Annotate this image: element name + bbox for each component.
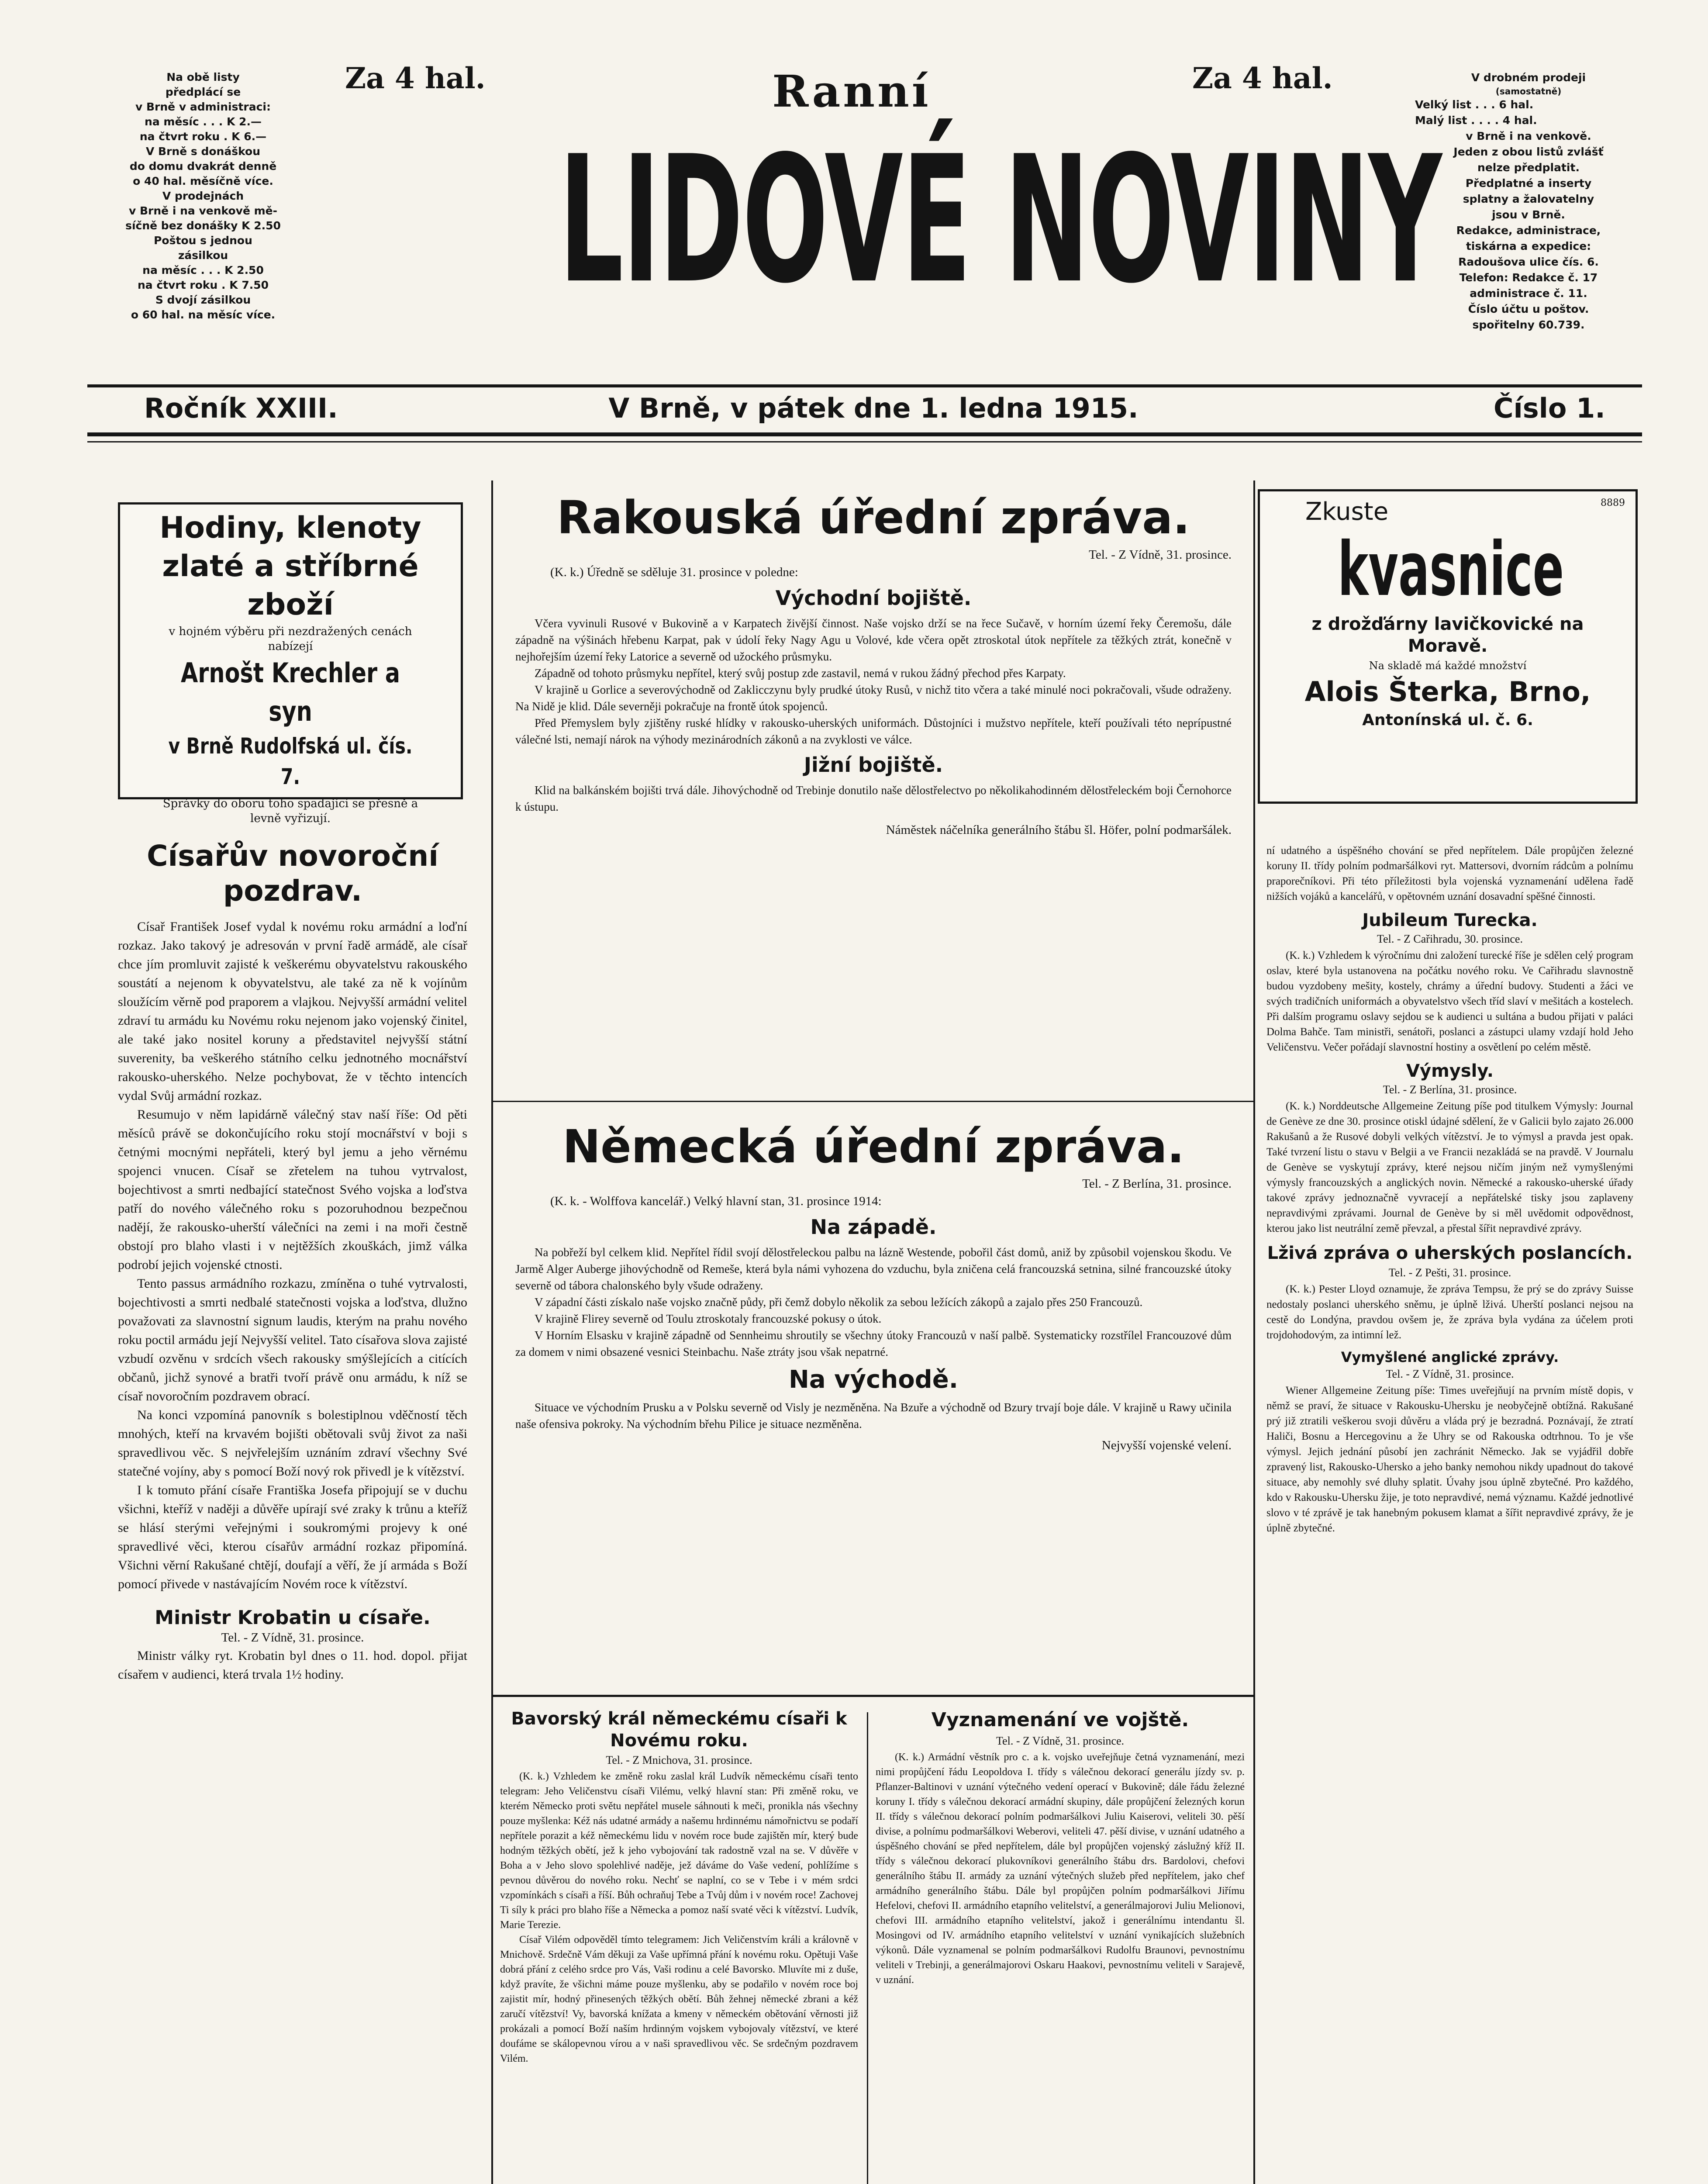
subscription-line: V Brně s donáškou — [145, 145, 261, 158]
article-emperor — [118, 839, 467, 1684]
emperor-paragraph: Tento passus armádního rozkazu, zmíněna o tuhé vytrvalosti, bojechtivosti a smrti nedbalé statečnosti vojska a loďstva, dlužno považovati za slavnostní signum laudis, kterým na prahu nového roku poctil armádu její Nejvyšší velitel. Tato císařova slova zajisté vzbudí ozvěnu v srdcích všech rakousky smýšlejících a citících občanů, jichž synové a bratři tvoří právě onu armádu, k níž se císař novoročním pozdravem obrací. — [118, 1276, 467, 1403]
english-reports-headline: Vymyšlené anglické zprávy. — [1341, 1349, 1559, 1365]
german-paragraph: Na pobřeží byl celkem klid. Nepřítel řídil svojí dělostřeleckou palbu na lázně Westende, pobořil část domů, aniž by způsobil vojenskou škodu. Ve Jarmě Alger Auberge jihovýchodně od Remeše, která byla námi vyhozena do vzduchu, byla zničena celá francouzská setnina, silné francouzské útoky severně od tábora chalonského byly všude odraženy. — [515, 1246, 1232, 1292]
sales-line: Telefon: Redakce č. 17 — [1459, 271, 1598, 284]
subscription-line: na čtvrt roku . K 7.50 — [137, 279, 269, 291]
austrian-paragraph: Včera vyvinuli Rusové v Bukovině a v Karpatech živější činnost. Naše vojsko drží se na řece Sučavě, v horním území řeky Čeremošu, dále západně na výšinách hřebenu Karpat, pak v údolí řeky Nagy Agu u Volové, kde včera opět ztroskotal útok nepřítele za těžkých ztrát, konečně v nejhořejším území řeky Latorice a severně od užockého průsmyku. — [515, 617, 1232, 663]
jubilee-meta: Tel. - Z Cařihradu, 30. prosince. — [1377, 933, 1523, 945]
awards-paragraph: (K. k.) Armádní věstník pro c. a k. vojsko uveřejňuje četná vyznamenání, mezi nimi propůjčení řádu Leopoldova I. třídy s válečnou dekorací generálu jízdy sv. p. Pflanzer-Baltinovi v uznání výtečného vedení operací v Bukovině; dále řádu železné koruny I. třídy s válečnou dekorací armádní skupiny, dále propůjčení železných korun II. třídy s válečnou dekorací polním podmaršálkovi Juliu Kaiserovi, veliteli 30. pěší divise, a polnímu podmaršálkovi Weberovi, veliteli 47. pěší divise, v uznání udatného a úspěšného chování se před nepřítelem, dále byl propůjčen vojenský záslužný kříž II. třídy s válečnou dekorací plukovníkovi generálního štábu drs. Bardolovi, chefovi generálního štábu II. armády za uznání výtečných služeb před nepřítelem, jako chef armádního generálního štábu. Dále byl propůjčen polním podmaršálkovi Jiřímu Hefelovi, chefovi II. armádního etapního velitelství, a generálmajorovi Juliu Melionovi, chefovi III. armádního etapního velitelství, jakož i generálnímu intendantu šl. Mosingovi od IV. armádního etapního velitelství v uznání vynikajících služebních výkonů. Dále vyznamenal se polním podmaršálkovi Rudolfu Braunovi, pevnostnímu veliteli v Trebinji, a generálmajorovi Oskaru Haakovi, pevnostnímu veliteli v Sarajevě, v uznání. — [876, 1752, 1245, 1986]
subscription-line: Poštou s jednou — [154, 234, 252, 247]
ad-yeast — [1258, 489, 1638, 804]
bavarian-meta: Tel. - Z Mnichova, 31. prosince. — [606, 1754, 752, 1766]
article-bavarian — [500, 1708, 858, 2066]
ad-yeast-num: 8889 — [1601, 498, 1625, 508]
german-west-heading: Na západě. — [810, 1215, 937, 1239]
ad-watches-line6: v Brně Rudolfská ul. čís. 7. — [168, 733, 413, 789]
ad-yeast-line3: z drožďárny lavičkovické na Moravě. — [1311, 614, 1584, 656]
sales-line: administrace č. 11. — [1470, 287, 1587, 300]
false-report-paragraph: (K. k.) Pester Lloyd oznamuje, že zpráva Tempsu, že prý se do zprávy Suisse nedostaly poslanci uherského sněmu, je úplně lživá. Uherští poslanci nejsou na cestě do Londýna, pravdou ovšem je, že zpráva byla vydána za účelem proti trojdohodovým, za intimní lež. — [1266, 1283, 1633, 1341]
column-rule — [491, 480, 493, 2184]
ad-yeast-line4: Na skladě má každé množství — [1369, 660, 1527, 672]
ad-watches-line4: v hojném výběru při nezdražených cenách nabízejí — [169, 625, 412, 653]
dateline: V Brně, v pátek dne 1. ledna 1915. — [608, 392, 1139, 424]
german-paragraph: V západní části získalo naše vojsko značně půdy, při čemž dobylo několik za sebou ležících zákopů a zajalo přes 250 Francouzů. — [535, 1296, 1143, 1309]
german-paragraph: Situace ve východním Prusku a v Polsku severně od Visly je nezměněna. Na Bzuře a východně od Bzury trvají boje dále. V krajině u Rawy učinila naše ofensiva pokroky. Na východním břehu Pilice je situace nezměněna. — [515, 1401, 1232, 1431]
sales-line: Malý list . . . . 4 hal. — [1415, 114, 1537, 127]
german-east-heading: Na východě. — [788, 1365, 959, 1394]
subscription-line: o 40 hal. měsíčně více. — [133, 175, 273, 187]
fabrications-meta: Tel. - Z Berlína, 31. prosince. — [1383, 1083, 1517, 1096]
german-meta: Tel. - Z Berlína, 31. prosince. — [1082, 1177, 1232, 1191]
ad-yeast-line6: Antonínská ul. č. 6. — [1362, 711, 1533, 729]
sales-line: Číslo účtu u poštov. — [1468, 303, 1589, 315]
ad-watches-line3: zboží — [247, 587, 334, 622]
sales-line: tiskárna a expedice: — [1466, 240, 1591, 252]
subscription-line: zásilkou — [178, 249, 228, 262]
ad-watches-line2: zlaté a stříbrné — [162, 549, 419, 584]
false-report-headline: Lživá zpráva o uherských poslancích. — [1267, 1243, 1633, 1263]
issue-number: Číslo 1. — [1494, 392, 1605, 424]
awards-headline: Vyznamenání ve vojště. — [931, 1709, 1189, 1731]
austrian-paragraph: Západně od tohoto průsmyku nepřítel, který svůj postup zde zastavil, nemá v rukou žádný přechod přes Karpaty. — [535, 667, 1066, 680]
price-left: Za 4 hal. — [345, 61, 486, 95]
jubilee-paragraph: (K. k.) Vzhledem k výročnímu dni založení turecké říše je sdělen celý program oslav, které byla ustanovena na počátku nového roku. Ve Cařihradu slavnostně budou vyzdobeny mešity, kostely, chrámy a úřední budovy. Studenti a žáci ve svých tradičních uniformách a obyvatelstvo všech tříd slaví v mešitách a kostelech. Při dalším programu oslavy sejdou se k audienci u sultána a budou přijati v paláci Dolma Bahče. Tam ministři, senátoři, poslanci a zástupci ulamy vzdají hold Jeho Veličenstvu. Večer pořádají slavnostní hostiny a osvětlení po celém městě. — [1266, 950, 1633, 1053]
article-awards — [876, 1708, 1245, 1987]
sales-line: Jeden z obou listů zvlášť — [1453, 145, 1604, 158]
german-signature: Nejvyšší vojenské velení. — [1101, 1438, 1232, 1452]
section-rule — [491, 1695, 1253, 1697]
austrian-paragraph: V krajině u Gorlice a severovýchodně od Zaklicczynu byly prudké útoky Rusů, v nichž tito včera a také minulé noci pokračovali, všude odraženy. Na Nidě je klid. Dále severněji pokračuje na frontě útok spojenců. — [515, 683, 1232, 713]
subscription-line: předplácí se — [165, 86, 241, 98]
subscription-line: S dvojí zásilkou — [155, 294, 251, 306]
german-intro: (K. k. - Wolffova kancelář.) Velký hlavní stan, 31. prosince 1914: — [550, 1194, 882, 1208]
sales-line: Radoušova ulice čís. 6. — [1458, 256, 1599, 268]
sales-line: V drobném prodeji — [1471, 71, 1586, 84]
volume-number: Ročník XXIII. — [144, 392, 338, 424]
article-german — [515, 1118, 1232, 1454]
emperor-paragraph: Na konci vzpomíná panovník s bolestiplnou vděčností těch mnohých, kteří na krvavém bojišti obětovali svůj život za naši spravedlivou věc. S nejvřelejším uznáním zdraví všechny Své statečné vojíny, aby s pomocí Boží nový rok přivedl je k vítězství. — [118, 1408, 467, 1479]
bavarian-headline: Bavorský král německému císaři k Novému roku. — [511, 1709, 847, 1751]
subscription-line: v Brně i na venkově mě- — [128, 204, 277, 217]
german-headline: Německá úřední zpráva. — [562, 1120, 1184, 1173]
bavarian-paragraph: (K. k.) Vzhledem ke změně roku zaslal král Ludvík německému císaři tento telegram: Jeho Veličenstvu císaři Vilému, velký hlavní stan: Při změně roku, ve kterém Německo proti světu nepřátel musele sáhnouti k meči, pronikla nás všechny pouze myšlenka: Kéž nás udatné armády a našemu hrdinnému námořnictvu se podaří nepřítele porazit a kéž německému lidu v novém roce bude zajištěn mír, který bude hodným těžkých obětí, jež k jeho vybojování tak radostně vzal na se. V důvěře v Boha a v Jeho slovo spolehlivé naděje, jež dáváme do Vaše vedení, pohlížíme s pevnou důvěrou do nového roku. Nechť se naplní, co se v Tebe i v mém srdci vzpomínkách s císaři a říší. Bůh ochraňuj Tebe a Tvůj dům i v novém roce! Zachovej Ti síly k práci pro blaho říše a Německa a pomoz naší svaté věci k vítězství. Ludvík, Marie Terezie. — [500, 1771, 858, 1931]
sales-line: v Brně i na venkově. — [1466, 130, 1591, 142]
masthead-subtitle: Ranní — [772, 66, 931, 117]
krobatin-headline: Ministr Krobatin u císaře. — [155, 1607, 431, 1629]
subscription-line: V prodejnách — [162, 190, 244, 202]
sales-line: nelze předplatit. — [1477, 161, 1580, 174]
subscription-line: na měsíc . . . K 2.50 — [142, 264, 264, 276]
column-rule — [1253, 480, 1255, 2184]
section-rule — [491, 1101, 1253, 1102]
emperor-paragraph: Císař František Josef vydal k novému roku armádní a loďní rozkaz. Jako takový je adresován v první řadě armádě, ale císař chce jím promluvit zajisté k veškerému obyvatelstvu rakouského soustátí a nejenom k obyvatelstvu, ale také za ně k vojínům sloužícím věrně pod praporem a vlajkou. Nejvyšší armádní velitel zdraví tu armádu ku Novému roku nejenom jako vojenský činitel, ale také jako nositel koruny a představitel nejvyšší státní suverenity, ba veškerého státního celku jednotného mocnářství rakousko-uherského. Nelze pochybovat, že v těchto intencích vydal Svůj armádní rozkaz. — [118, 919, 467, 1103]
article-austrian — [515, 489, 1232, 839]
austrian-east-heading: Východní bojiště. — [775, 586, 972, 610]
austrian-intro: (K. k.) Úředně se sděluje 31. prosince v poledne: — [550, 565, 798, 579]
right-paragraph: ní udatného a úspěšného chování se před nepřítelem. Dále propůjčen železné koruny II. třídy polním podmaršálkovi ryt. Mattersovi, dvorním rádcům a polnímu praporečníkovi. Při této příležitosti byla vojenská vyznamenání udělena řadě nižších vojáků a kancelářů, v opětovném uznání dosavadní spěšné činnosti. — [1266, 845, 1633, 902]
austrian-paragraph: Klid na balkánském bojišti trvá dále. Jihovýchodně od Trebinje donutilo naše dělostřelectvo po několikahodinném dělostřeleckém boji Černohorce k ústupu. — [515, 784, 1232, 813]
english-reports-meta: Tel. - Z Vídně, 31. prosince. — [1386, 1368, 1514, 1380]
krobatin-paragraph: Ministr války ryt. Krobatin byl dnes o 11. hod. dopol. přijat císařem v audienci, která trvala 1½ hodiny. — [118, 1648, 467, 1682]
column-rule — [867, 1712, 868, 2184]
fabrications-paragraph: (K. k.) Norddeutsche Allgemeine Zeitung píše pod titulkem Výmysly: Journal de Genève ze dne 30. prosince otiskl údajné sdělení, že v Galicii bylo zajato 26.000 Rakušanů a že Rusové dobyli velkých vítězství. Je to výmysl a pravda jest opak. Také tvrzení listu o stavu v Belgii a ve Francii nezakládá se na pravdě. V Journalu de Genève se vyskytují zprávy, které nejsou ničím jiným než vymyšlenými výmysly francouzských a anglických novin. Německé a rakousko-uherské úřady takové zprávy jednoznačně vyvracejí a nepřátelské tisky jsou zaplaveny nepravdivými zprávami. Journal de Genève by si měl uvědomit odpovědnost, kterou jako list neutrální země převzal, a přestal šířit nepravdivé zprávy. — [1266, 1100, 1633, 1234]
ad-watches-line7: Správky do oboru toho spadající se přesně a levně vyřizují. — [162, 797, 418, 825]
ad-yeast-line2: kvasnice — [1338, 526, 1564, 613]
subscription-line: na čtvrt roku . K 6.— — [139, 130, 267, 143]
subscription-box — [87, 70, 319, 322]
subscription-line: do domu dvakrát denně — [129, 160, 277, 173]
subscription-line: Na obě listy — [166, 71, 240, 83]
sales-line: Velký list . . . 6 hal. — [1415, 98, 1534, 111]
emperor-paragraph: I k tomuto přání císaře Františka Josefa připojují se v duchu všichni, kteříž v naději a důvěře upírají své zraky k trůnu a kteříž se hlásí sterými veřejnými i soukromými projevy k oné spravedlivé věci, kterou císařův armádní rozkaz připomíná. Všichni věrní Rakušané chtějí, doufají a věří, že jí armáda s Boží pomocí přivede v nastávajícím Novém roce k vítězství. — [118, 1483, 467, 1591]
fabrications-headline: Výmysly. — [1406, 1061, 1494, 1081]
price-right: Za 4 hal. — [1192, 61, 1333, 95]
false-report-meta: Tel. - Z Pešti, 31. prosince. — [1388, 1266, 1511, 1279]
jubilee-headline: Jubileum Turecka. — [1362, 910, 1538, 930]
masthead-rule-thin — [87, 441, 1642, 442]
german-paragraph: V krajině Flirey severně od Toulu ztroskotaly francouzské pokusy o útok. — [535, 1312, 882, 1325]
masthead-rule-top — [87, 384, 1642, 387]
masthead-title: LIDOVÉ NOVINY — [559, 119, 1441, 322]
austrian-headline: Rakouská úřední zpráva. — [557, 491, 1190, 544]
masthead-rule-bottom — [87, 432, 1642, 436]
english-reports-paragraph: Wiener Allgemeine Zeitung píše: Times uveřejňují na prvním místě dopis, v němž se praví, že situace v Rakousku-Uhersku je neobyčejně obtížná. Rakušané prý již ztratili veškerou svoji důvěru a vláda prý je bezradná. Poznávají, že ztratí Haliči, Bosnu a Hercegovinu a že Uhry se od Rakouska odtrhnou. To je vše výmysl. Jejich jednání působí jen zachránit Německo. Jak se vyjádřil dobře zpravený list, Rakousko-Uhersko a jeho banky nemohou nikdy upadnout do takové situace, aby nemohly své dluhy splatit. Úvahy jsou úplně zbytečné. Pro každého, kdo v Rakousku-Uhersku žije, je toto nepravdivé, nemá významu. Každé jednotlivé slovo v té zprávě je tak hanebným pokusem klamat a šířit nepravdivé zprávy, že je úplně zbytečné. — [1266, 1385, 1633, 1534]
subscription-line: síčně bez donášky K 2.50 — [125, 219, 281, 232]
sales-line: spořitelny 60.739. — [1472, 318, 1585, 331]
emperor-paragraph: Resumujo v něm lapidárně válečný stav naší říše: Od pěti měsíců právě se dokončujícího roku stojí mocnářství v boji s četnými mocnými nepřáteli, který byl jemu a jeho věrnému spojenci vnucen. Císař se zřetelem na tuhou vytrvalost, bojechtivost a smrti nedbající statečnost Svého vojska a loďstva patří do nového válečného roku s pozoruhodnou bezpečnou nadějí, že rakousko-uherští válečníci na zemi i na moři čestně obstojí pro blaho vlasti i v nejtěžších zkouškách, jimž válka podrobí jejich vojenské ctnosti. — [118, 1107, 467, 1272]
sales-line: Předplatné a inserty — [1465, 177, 1592, 190]
german-paragraph: V Horním Elsasku v krajině západně od Sennheimu shroutily se všechny útoky Francouzů v naší palbě. Systematicky rozstřílel Francouzové dům za domem v nimi obsazené vesnici Steinbachu. Naše ztráty jsou však nepatrné. — [515, 1329, 1232, 1358]
awards-meta: Tel. - Z Vídně, 31. prosince. — [996, 1735, 1125, 1747]
bavarian-paragraph: Císař Vilém odpověděl tímto telegramem: Jich Veličenstvím králi a královně v Mnichově. Srdečně Vám děkuji za Vaše upřímná přání k novému roku. Opětuji Vaše dobrá přání z celého srdce pro Vás, Vaši rodinu a celé Bavorsko. Mluvíte mi z duše, když pravíte, že všichni máme pouze myšlenku, aby se podařilo v novém roce boj zajistit mír, hodný přinesených těžkých obětí. Bůh žehnej německé zbrani a kéž zaručí vítězství! Vy, bavorská knížata a kmeny v německém obětování věrnosti již prokázali a pomocí Boží naším hrdinným vojskem vybojovaly vítězství, ve které doufáme se skálopevnou vírou a v naši spravedlivou věc. Se srdečným pozdravem Vilém. — [500, 1934, 858, 2064]
ad-watches-line5: Arnošt Krechler a syn — [180, 657, 400, 727]
sales-box — [1415, 70, 1642, 333]
sales-line: Redakce, administrace, — [1456, 224, 1601, 237]
krobatin-meta: Tel. - Z Vídně, 31. prosince. — [221, 1631, 364, 1645]
emperor-headline: Císařův novoroční pozdrav. — [147, 839, 438, 908]
sales-line: splatny a žalovatelny — [1463, 193, 1594, 205]
ad-watches-line1: Hodiny, klenoty — [159, 511, 421, 545]
austrian-signature: Náměstek náčelníka generálního štábu šl. Höfer, polní podmaršálek. — [886, 823, 1232, 837]
ad-watches — [118, 502, 463, 825]
subscription-line: v Brně v administraci: — [135, 100, 271, 113]
austrian-meta: Tel. - Z Vídně, 31. prosince. — [1089, 548, 1232, 562]
ad-yeast-line5: Alois Šterka, Brno, — [1304, 676, 1591, 708]
sales-line: jsou v Brně. — [1492, 208, 1565, 221]
subscription-line: o 60 hal. na měsíc více. — [131, 308, 276, 321]
sales-line: (samostatně) — [1495, 86, 1562, 97]
austrian-south-heading: Jižní bojiště. — [804, 753, 943, 777]
ad-yeast-line1: Zkuste — [1305, 498, 1389, 526]
right-column — [1266, 843, 1633, 1536]
subscription-line: na měsíc . . . K 2.— — [145, 115, 262, 128]
austrian-paragraph: Před Přemyslem byly zjištěny ruské hlídky v rakousko-uherských uniformách. Důstojníci i mužstvo nepřítele, kteří používali této neprípustné válečné lsti, nemají nárok na výhody mezinárodních zákonů a na zvyklosti ve válce. — [515, 716, 1232, 746]
